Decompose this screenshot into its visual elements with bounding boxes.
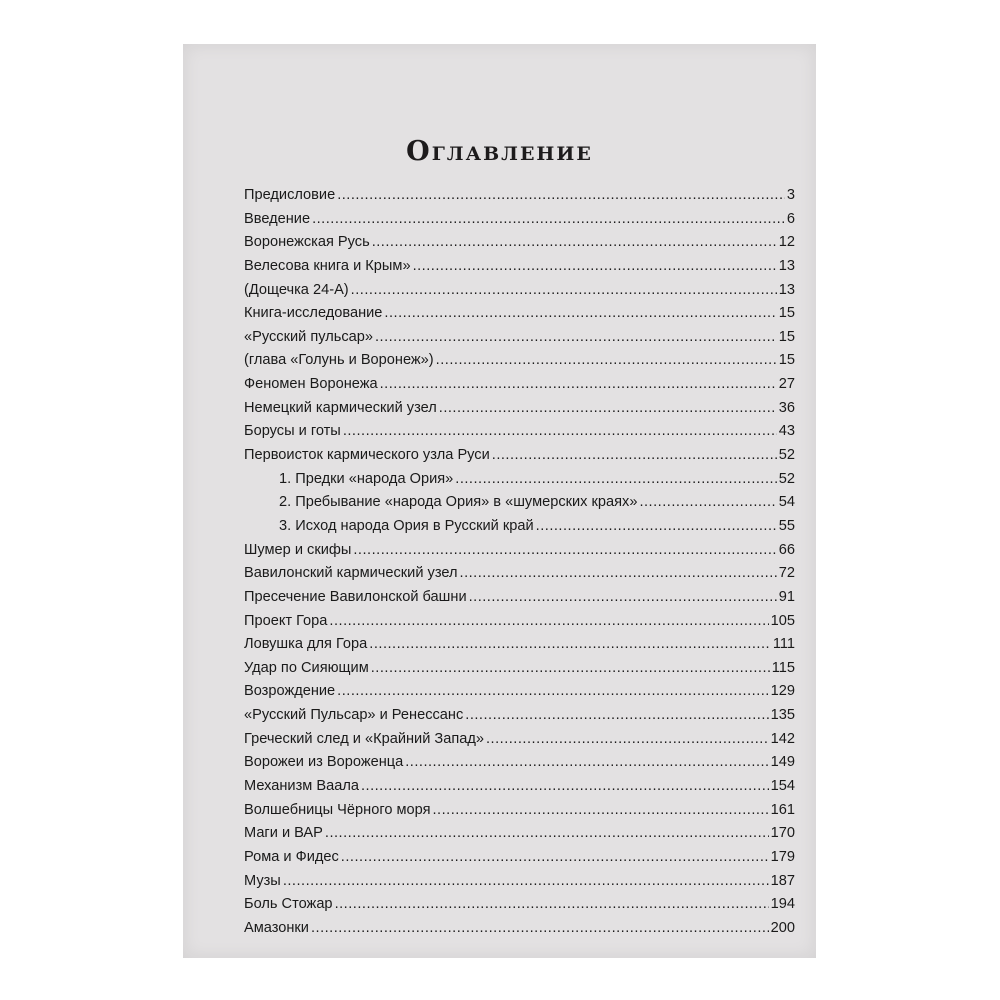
toc-entry-title: 2. Пребывание «народа Ория» в «шумерских краях» <box>279 494 638 511</box>
toc-entry <box>244 282 795 306</box>
toc-page-number: 12 <box>778 234 795 251</box>
dot-leader <box>384 305 776 321</box>
toc-entry <box>244 187 795 211</box>
toc-entry-title: Немецкий кармический узел <box>244 399 437 416</box>
dot-leader <box>465 707 768 723</box>
toc-entry-title: Пресечение Вавилонской башни <box>244 588 467 605</box>
toc-page-number: 170 <box>770 825 795 842</box>
dot-leader <box>380 376 777 392</box>
dot-leader <box>343 423 777 439</box>
toc-page-number: 15 <box>778 305 795 322</box>
toc-entry-title: 3. Исход народа Ория в Русский край <box>279 517 534 534</box>
toc-entry-title: Возрождение <box>244 683 336 700</box>
toc-entry <box>244 494 795 518</box>
dot-leader <box>469 589 777 605</box>
toc-entry <box>244 258 795 282</box>
toc-page-number: 15 <box>778 352 795 369</box>
toc-entry <box>244 542 795 566</box>
toc-entry-title: (глава «Голунь и Воронеж») <box>244 352 434 369</box>
dot-leader <box>455 471 777 487</box>
toc-page-number: 179 <box>770 848 795 865</box>
toc-entry <box>244 352 795 376</box>
toc-entry-title: Греческий след и «Крайний Запад» <box>244 730 484 747</box>
toc-entry <box>244 447 795 471</box>
toc-page-number: 111 <box>772 636 795 653</box>
toc-entry-title: Механизм Ваала <box>244 778 359 795</box>
toc-page-number: 142 <box>770 730 795 747</box>
toc-entry <box>244 234 795 258</box>
dot-leader <box>337 683 768 699</box>
toc-entry-title: Борусы и готы <box>244 423 341 440</box>
toc-entry-title: Предисловие <box>244 187 336 203</box>
toc-page-number: 36 <box>778 399 795 416</box>
toc-entry-title: Рома и Фидес <box>244 848 339 865</box>
toc-entry <box>244 873 795 897</box>
toc-page-number: 13 <box>778 281 795 298</box>
toc-page-number: 187 <box>770 872 795 889</box>
toc-page-number: 43 <box>778 423 795 440</box>
toc-page-number: 129 <box>770 683 795 700</box>
toc-entry <box>244 683 795 707</box>
toc-entry-title: Удар по Сияющим <box>244 659 369 676</box>
toc-page-number: 194 <box>770 896 795 913</box>
toc-entry-title: Велесова книга и Крым» <box>244 257 411 274</box>
toc-entry-title: «Русский пульсар» <box>244 328 373 345</box>
toc-entry-title: Книга-исследование <box>244 305 383 322</box>
table-of-contents <box>244 187 795 944</box>
dot-leader <box>486 731 769 747</box>
dot-leader <box>639 494 776 510</box>
toc-page-number: 13 <box>778 257 795 274</box>
dot-leader <box>536 518 777 534</box>
toc-page-number: 6 <box>786 210 795 227</box>
dot-leader <box>361 778 769 794</box>
toc-page-number: 3 <box>786 187 795 203</box>
book-page <box>183 44 816 958</box>
toc-entry-title: Проект Гора <box>244 612 328 629</box>
toc-entry-title: Боль Стожар <box>244 896 333 913</box>
toc-page-number: 161 <box>770 801 795 818</box>
toc-entry <box>244 920 795 944</box>
toc-entry <box>244 423 795 447</box>
dot-leader <box>325 825 769 841</box>
toc-entry <box>244 613 795 637</box>
toc-page-number: 135 <box>770 707 795 724</box>
dot-leader <box>439 400 777 416</box>
toc-page-number: 105 <box>770 612 795 629</box>
dot-leader <box>335 896 769 912</box>
dot-leader <box>371 660 770 676</box>
dot-leader <box>405 754 768 770</box>
dot-leader <box>375 329 777 345</box>
toc-page-number: 115 <box>771 659 795 676</box>
toc-page-number: 15 <box>778 328 795 345</box>
toc-entry <box>244 471 795 495</box>
toc-entry <box>244 849 795 873</box>
toc-entry <box>244 825 795 849</box>
dot-leader <box>337 187 785 203</box>
toc-entry-title: Введение <box>244 210 311 227</box>
toc-entry <box>244 565 795 589</box>
toc-entry <box>244 400 795 424</box>
dot-leader <box>312 211 785 227</box>
toc-entry <box>244 707 795 731</box>
dot-leader <box>341 849 769 865</box>
dot-leader <box>369 636 771 652</box>
toc-page-number: 149 <box>770 754 795 771</box>
toc-page-number: 200 <box>770 919 795 936</box>
toc-entry-title: Волшебницы Чёрного моря <box>244 801 431 818</box>
toc-entry-title: Первоисток кармического узла Руси <box>244 447 490 464</box>
toc-entry <box>244 754 795 778</box>
toc-entry-title: Амазонки <box>244 919 309 936</box>
dot-leader <box>413 258 777 274</box>
toc-entry <box>244 731 795 755</box>
dot-leader <box>433 802 769 818</box>
toc-entry <box>244 896 795 920</box>
page-title: Оглавление <box>406 136 593 167</box>
toc-entry-title: (Дощечка 24-А) <box>244 281 349 298</box>
dot-leader <box>436 352 777 368</box>
dot-leader <box>283 873 769 889</box>
dot-leader <box>329 613 768 629</box>
toc-entry <box>244 518 795 542</box>
toc-entry <box>244 305 795 329</box>
toc-page-number: 91 <box>778 588 795 605</box>
dot-leader <box>372 234 777 250</box>
toc-entry <box>244 802 795 826</box>
toc-entry <box>244 589 795 613</box>
toc-page-number: 52 <box>778 447 795 464</box>
dot-leader <box>353 542 776 558</box>
toc-entry-title: Маги и ВАР <box>244 825 323 842</box>
toc-entry-title: Воронежская Русь <box>244 234 370 251</box>
toc-entry <box>244 636 795 660</box>
toc-page-number: 27 <box>778 376 795 393</box>
toc-page-number: 72 <box>778 565 795 582</box>
dot-leader <box>460 565 777 581</box>
toc-entry <box>244 778 795 802</box>
toc-entry <box>244 211 795 235</box>
toc-entry-title: «Русский Пульсар» и Ренессанс <box>244 707 464 724</box>
toc-entry-title: Ловушка для Гора <box>244 636 368 653</box>
toc-entry <box>244 376 795 400</box>
toc-entry-title: Музы <box>244 872 281 889</box>
dot-leader <box>351 282 777 298</box>
dot-leader <box>311 920 769 936</box>
toc-page-number: 154 <box>770 778 795 795</box>
toc-entry-title: Шумер и скифы <box>244 541 352 558</box>
dot-leader <box>492 447 777 463</box>
toc-page-number: 55 <box>778 517 795 534</box>
toc-entry-title: 1. Предки «народа Ория» <box>279 470 454 487</box>
toc-page-number: 52 <box>778 470 795 487</box>
toc-entry <box>244 329 795 353</box>
toc-page-number: 66 <box>778 541 795 558</box>
toc-entry-title: Ворожеи из Вороженца <box>244 754 404 771</box>
toc-entry <box>244 660 795 684</box>
toc-entry-title: Феномен Воронежа <box>244 376 378 393</box>
toc-entry-title: Вавилонский кармический узел <box>244 565 458 582</box>
toc-page-number: 54 <box>778 494 795 511</box>
